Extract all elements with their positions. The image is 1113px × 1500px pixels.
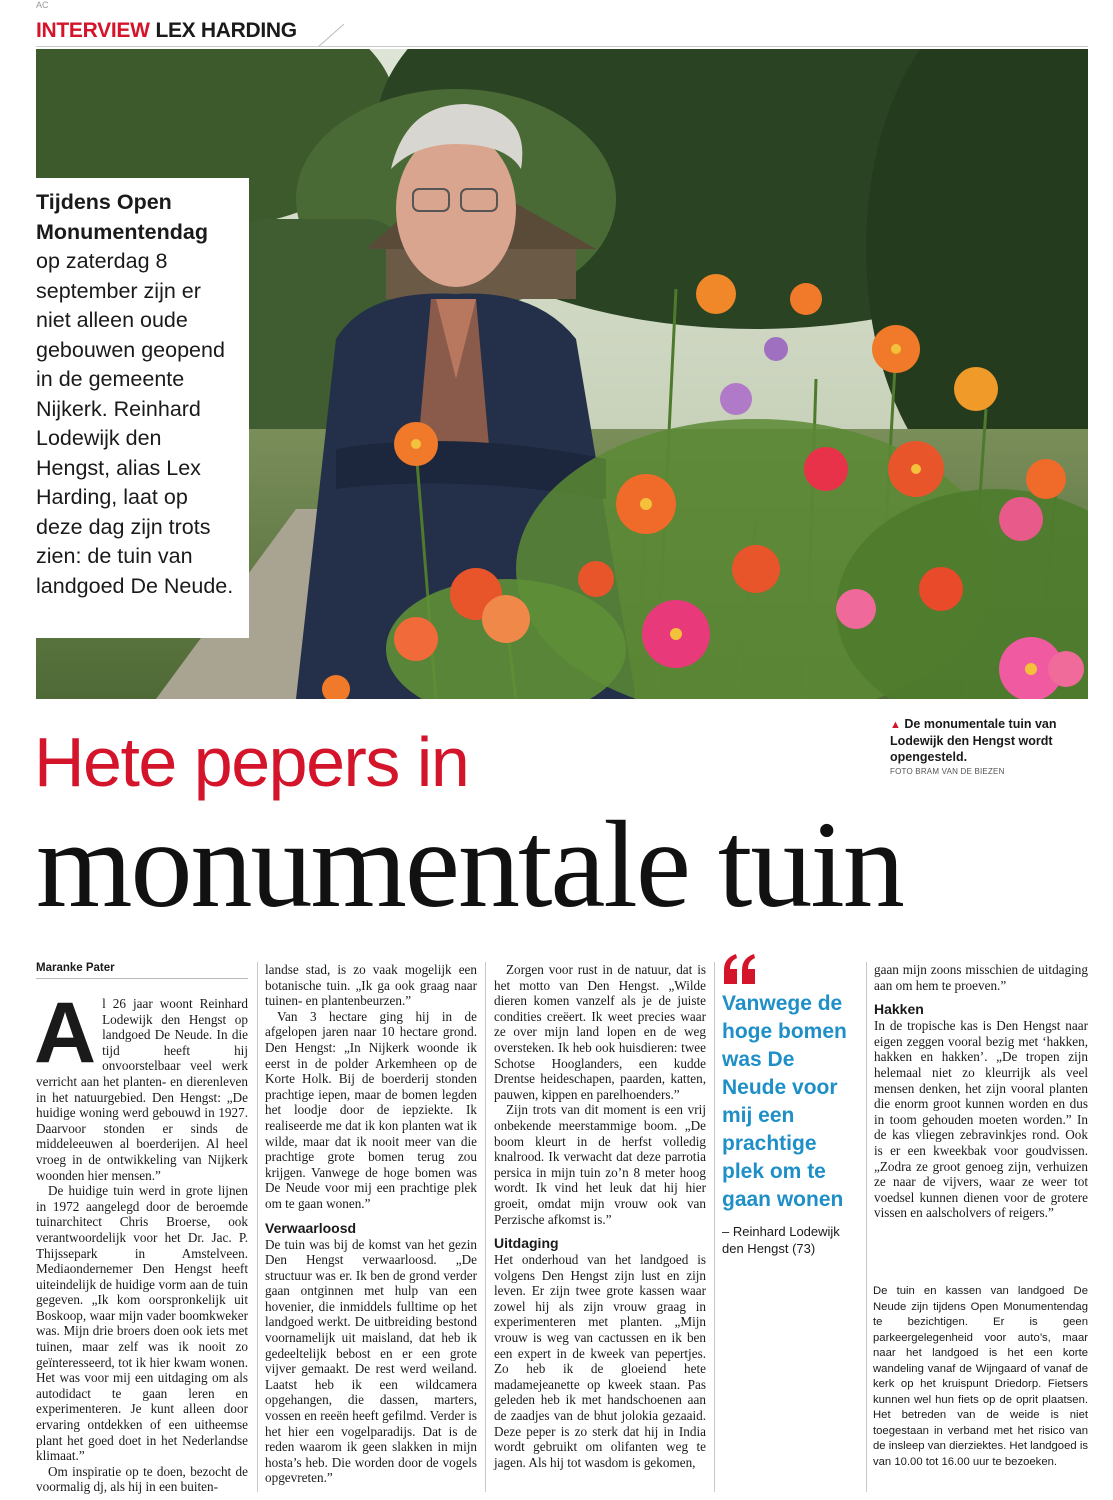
column-rule	[485, 962, 486, 1492]
headline-line1: Hete pepers in	[34, 723, 469, 801]
column-rule	[257, 962, 258, 1492]
intro-text-box	[36, 178, 249, 638]
kicker-name: LEX HARDING	[155, 19, 297, 42]
subheading-uitdaging: Uitdaging	[494, 1235, 559, 1252]
article-paragraph: De huidige tuin werd in grote lijnen in 1972 aangelegd door de beroemde tuinarchitect Chris Broerse, ook verantwoordelijk voor het Dr. Jac. P. Thijssepark in Amstelveen. Mediaondernemer Den Hengst heeft uiteindelijk de huidige vorm aan de tuin gegeven. „Ik kom oorspronkelijk uit Boskoop, waar mijn vader boomkweker was. Mijn drie broers doen ook iets met tuinen, maar zelf was ik nooit zo geïnteresseerd, tot ik hier kwam wonen. Het was voor mij een uitdaging om als autodidact te gaan leren en experimenteren. Je kunt alleen door ervaring ontdekken of een uitheemse plant het goed doet in het Nederlandse klimaat.”	[36, 1183, 248, 1464]
pull-quote-attribution: – Reinhard Lodewijk den Hengst (73)	[722, 1224, 840, 1256]
column-rule	[714, 962, 715, 1492]
intro-bold: Tijdens Open Monumentendag	[36, 190, 208, 244]
column-rule	[866, 962, 867, 1492]
article-paragraph: Van 3 hectare ging hij in de afgelopen jaren naar 10 hectare grond. Den Hengst: „In Nijkerk woonde ik eerst in de polder Arkemheen op de Korte Holk. Bij de boerderij stonden prachtige iepen, maar de bomen legden het loodje door de iepziekte. Ik realiseerde me dat ik kon planten wat ik wilde, maar dat ik nooit meer van die prachtige grote bomen terug zou krijgen. Vanwege de hoge bomen was De Neude voor mij een prachtige plek om te gaan wonen.”	[265, 1008, 477, 1211]
article-paragraph	[34, 985, 248, 1183]
headline-line2: monumentale tuin	[36, 796, 903, 933]
intro-text: op zaterdag 8 september zijn er niet alleen oude gebouwen geopend in de gemeente Nijkerk. Reinhard Lodewijk den Hengst, alias Lex Harding, laat op deze dag zijn trots zien: de tuin van landgoed De Neude.	[36, 249, 234, 598]
article-paragraph: Zijn trots van dit moment is een vrij onbekende meerstammige boom. „De boom kleurt in de herfst volledig knalrood. Ik verwacht dat deze parrotia persica in mijn tuin zo’n 8 meter hoog wordt. Ik vind het leuk dat hij hier groeit, omdat mijn vrouw ook van Perzische afkomst is.”	[494, 1102, 706, 1227]
article-paragraph: Zorgen voor rust in de natuur, dat is het motto van Den Hengst. „Wilde dieren komen vanzelf als je de juiste condities creëert. Ik weet precies waar ze over mijn land lopen en de weg oversteken. Ik heb ook huisdieren: twee Schotse Hooglanders, een kudde Drentse heideschapen, paarden, katten, pauwen, kippen en parelhoenders.”	[494, 962, 706, 1102]
paragraph-text: l 26 jaar woont Reinhard Lodewijk den Hengst op landgoed De Neude. In die tijd heeft hij onvoorstelbaar veel werk verricht aan het planten- en dierenleven in het natuurgebied. Den Hengst: „De huidige woning werd gebouwd in 1927. Daarvoor stonden er sinds de middeleeuwen al boerderijen. Al heel vroeg in de ontwikkeling van Nijkerk woonden hier mensen.”	[36, 996, 248, 1183]
kicker-label: INTERVIEW	[36, 19, 150, 42]
subheading-hakken: Hakken	[874, 1001, 924, 1018]
section-kicker	[36, 18, 336, 46]
quote-mark-icon	[722, 952, 758, 986]
article-column-5	[874, 962, 1088, 1221]
article-paragraph: In de tropische kas is Den Hengst naar eigen zeggen vooral bezig met ‘hakken, hakken en hakken’. „De tropen zijn helemaal niet zo kleurrijk als veel mensen denken, het zijn vooral planten die enorm groot kunnen worden en dus in toom gehouden moeten worden.” In de kas vliegen zebravinkjes rond. Ook is er een kweekbak voor goudvissen. „Zodra ze groot genoeg zijn, verhuizen ze naar de vijvers, waar ze weer tot voedsel kunnen dienen voor de grotere vissen en aalscholvers of reigers.”	[874, 1018, 1088, 1221]
article-paragraph: landse stad, is zo vaak mogelijk een botanische tuin. „Ik ga ook graag naar tuinen- en plantenbeurzen.”	[265, 962, 477, 1009]
article-paragraph: De tuin was bij de komst van het gezin Den Hengst verwaarloosd. „De structuur was er. Ik ben de grond verder gaan ontginnen met hulp van een hovenier, die inmiddels fulltime op het landgoed werkt. De uitbreiding bestond voornamelijk uit maisland, dat heb ik gedeeltelijk bebost en er een grote vijver gemaakt. De rest werd weiland. Laatst heb ik een wildcamera opgehangen, die dassen, marters, vossen en reeën heeft gefilmd. Verder is het hier een vogelparadijs. Dat is de reden waarom ik geen slakken in mijn hosta’s heb. Die worden door de vogels opgevreten.”	[265, 1236, 477, 1486]
caption-triangle-icon: ▲	[890, 719, 901, 731]
pull-quote: Vanwege de hoge bomen was De Neude voor mij een prachtige plek om te gaan wonen	[722, 992, 847, 1211]
visitor-info: De tuin en kassen van landgoed De Neude zijn tijdens Open Monumentendag te bezichtigen. Er is geen parkeergelegenheid voor auto’s, maar naar het landgoed is het een korte wandeling vanaf de Wijngaard of vanaf de kerk op het kruispunt Driedorp. Fietsers kunnen wel hun fiets op de oprit plaatsen. Het betreden van de weide is niet toegestaan in verband met het risico van de insleep van dierziektes. Het landgoed is van 10.00 tot 16.00 uur te bezoeken.	[873, 1285, 1088, 1468]
article-paragraph: Het onderhoud van het landgoed is volgens Den Hengst zijn lust en zijn leven. Er zijn twee grote kassen waar zowel hij als zijn vrouw graag in experimenteren met planten. „Mijn vrouw is weg van cactussen en ik ben een expert in de kweek van pepertjes. Zo heb ik de gloeiend hete madamejeanette op kweek staan. Pas geleden heb ik met handschoenen aan de zaadjes van de bhut jolokia gezaaid. Deze peper is zo sterk dat hij in India wordt gebruikt om olifanten weg te jagen. Als hij tot wasdom is gekomen,	[494, 1252, 706, 1470]
kicker-slant-rule	[316, 22, 346, 48]
corner-mark: AC	[36, 0, 49, 10]
article-column-3	[494, 962, 706, 1470]
photo-caption	[890, 716, 1090, 765]
kicker-rule	[36, 46, 1088, 47]
caption-text: De monumentale tuin van Lodewijk den Hengst wordt opengesteld.	[890, 717, 1057, 764]
article-paragraph: gaan mijn zoons misschien de uitdaging aan om hem te proeven.”	[874, 962, 1088, 993]
article-paragraph: Om inspiratie op te doen, bezocht de voormalig dj, als hij in een buiten-	[36, 1463, 248, 1495]
dropcap: A	[34, 985, 97, 1081]
byline: Maranke Pater	[36, 962, 248, 979]
photo-credit: FOTO BRAM VAN DE BIEZEN	[890, 767, 1005, 776]
article-column-2	[265, 962, 477, 1486]
article-column-1	[34, 985, 248, 1495]
subheading-verwaarloosd: Verwaarloosd	[265, 1219, 357, 1236]
